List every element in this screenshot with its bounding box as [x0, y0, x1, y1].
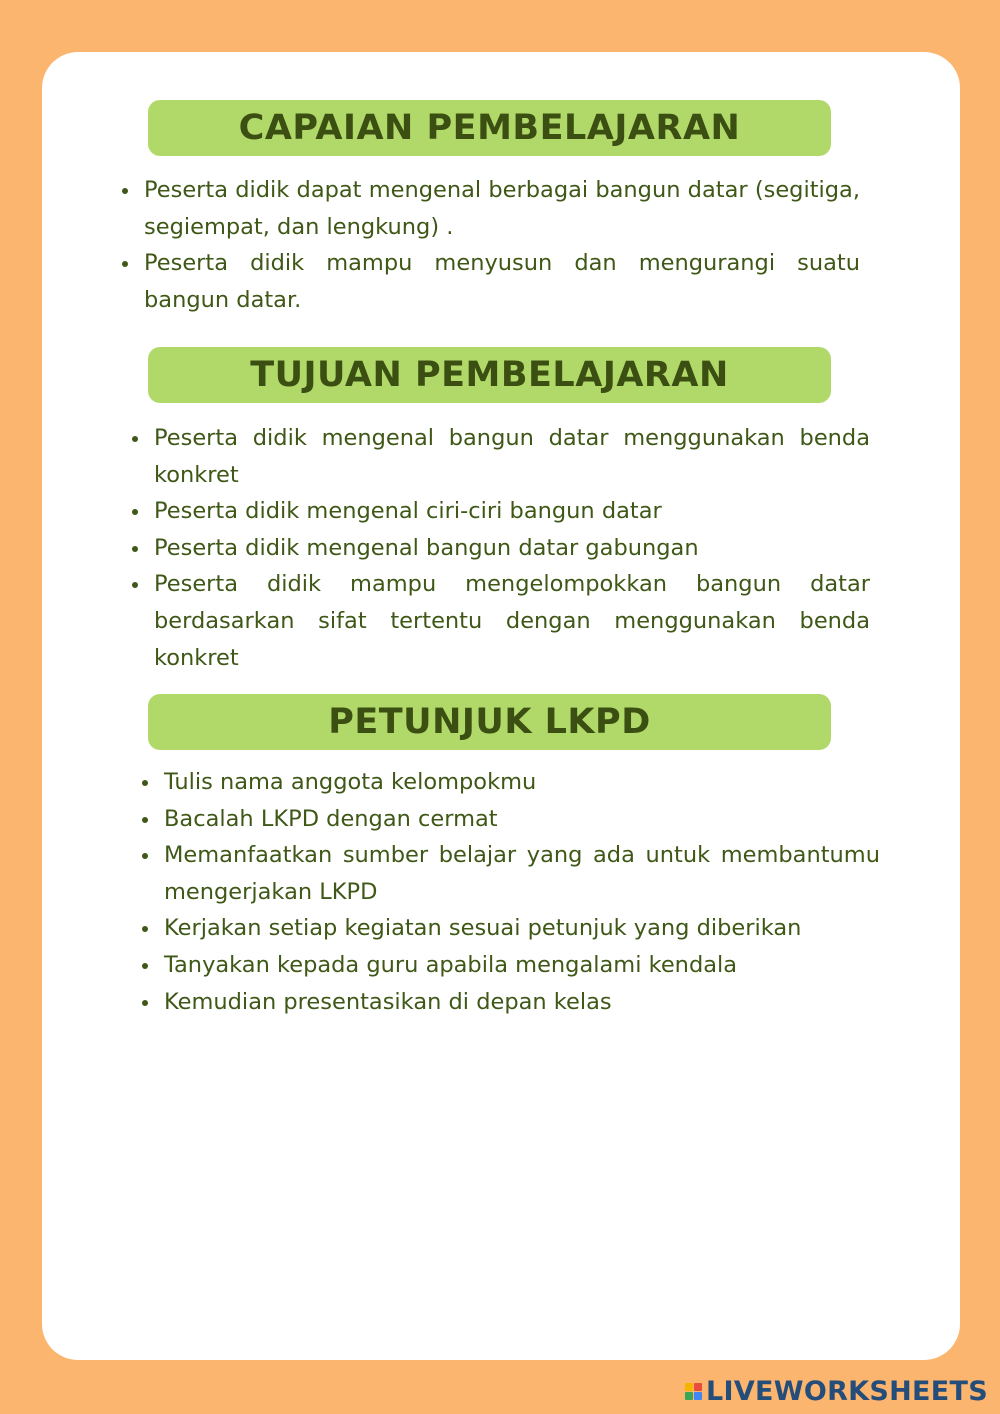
brand-name: LIVEWORKSHEETS [705, 1375, 988, 1407]
logo-square [694, 1392, 702, 1400]
liveworksheets-logo[interactable] [685, 1374, 988, 1408]
logo-square [685, 1392, 693, 1400]
list-item: Peserta didik mengenal bangun datar gabungan [130, 530, 870, 567]
logo-square [685, 1383, 693, 1391]
list-item: Peserta didik dapat mengenal berbagai bangun datar (segitiga, segiempat, dan lengkung) . [120, 172, 860, 245]
list-item: Peserta didik mampu mengelompokkan bangun datar berdasarkan sifat tertentu dengan menggunakan benda konkret [130, 566, 870, 676]
list-item: Tulis nama anggota kelompokmu [140, 764, 880, 801]
liveworksheets-logo-icon [685, 1383, 702, 1400]
list-item: Tanyakan kepada guru apabila mengalami kendala [140, 947, 880, 984]
section-heading-text: TUJUAN PEMBELAJARAN [250, 355, 729, 395]
list-item: Peserta didik mengenal bangun datar menggunakan benda konkret [130, 420, 870, 493]
list-item: Memanfaatkan sumber belajar yang ada untuk membantumu mengerjakan LKPD [140, 837, 880, 910]
section-heading-petunjuk [148, 694, 831, 750]
capaian-list [120, 172, 860, 318]
list-item: Kerjakan setiap kegiatan sesuai petunjuk yang diberikan [140, 910, 880, 947]
section-heading-text: PETUNJUK LKPD [328, 702, 651, 742]
list-item: Kemudian presentasikan di depan kelas [140, 984, 880, 1021]
section-heading-capaian [148, 100, 831, 156]
petunjuk-list [140, 764, 880, 1020]
list-item: Peserta didik mengenal ciri-ciri bangun datar [130, 493, 870, 530]
section-heading-text: CAPAIAN PEMBELAJARAN [238, 108, 741, 148]
list-item: Peserta didik mampu menyusun dan mengurangi suatu bangun datar. [120, 245, 860, 318]
logo-square [694, 1383, 702, 1391]
tujuan-list [130, 420, 870, 676]
list-item: Bacalah LKPD dengan cermat [140, 801, 880, 838]
section-heading-tujuan [148, 347, 831, 403]
